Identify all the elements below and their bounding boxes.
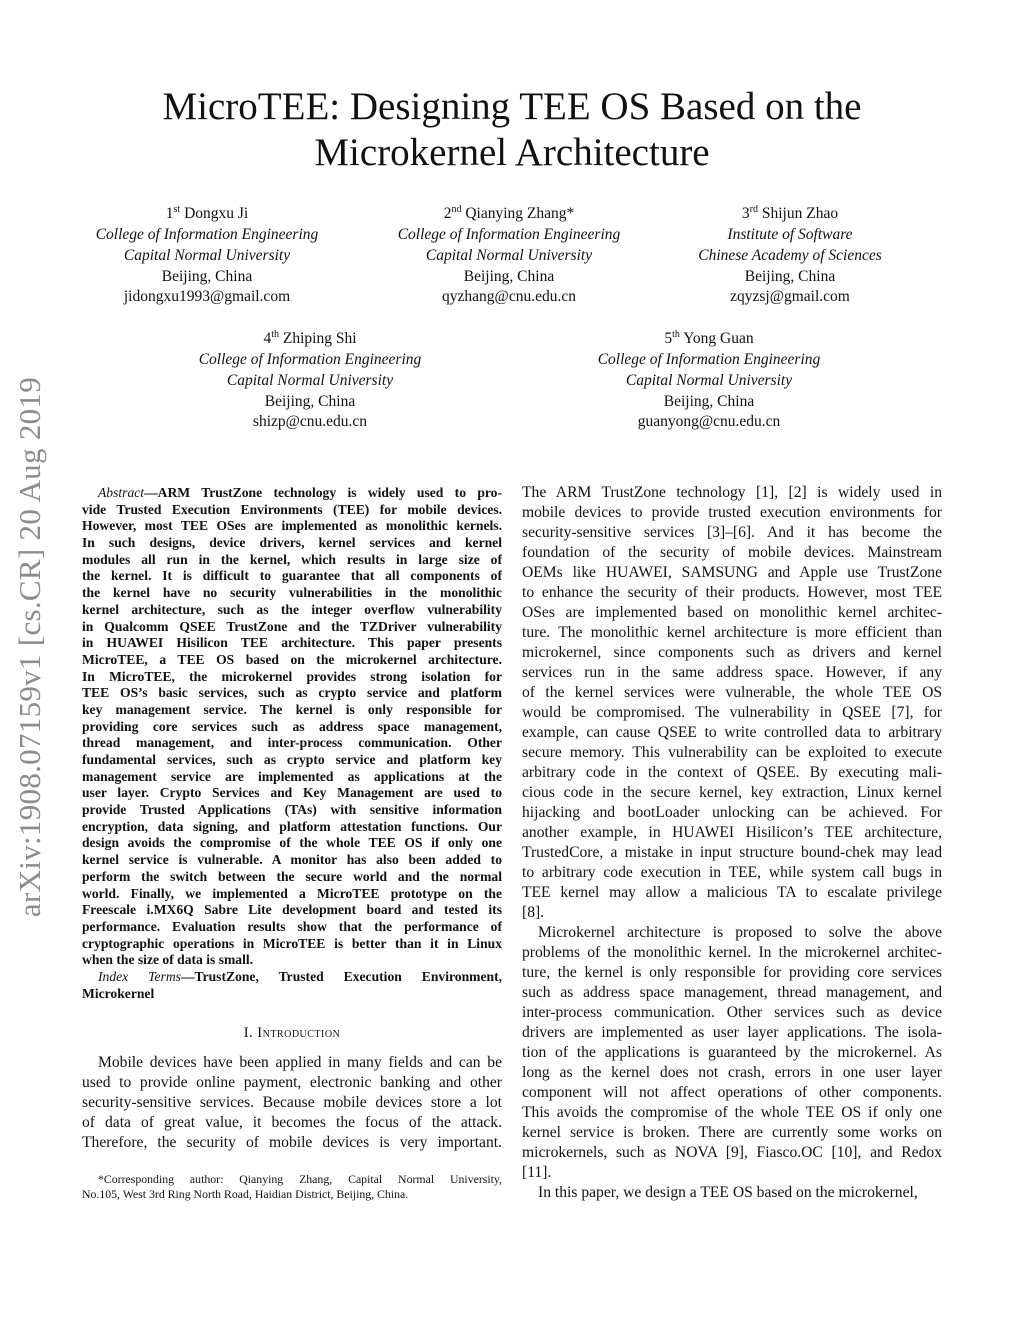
body-line: ture, the kernel is only responsible for providing core services xyxy=(522,964,942,981)
body-line: another example, in HUAWEI Hisilicon’s TEE architecture, xyxy=(522,824,942,841)
author-name xyxy=(160,325,460,350)
body-line: OSes are implemented based on monolithic kernel architec- xyxy=(522,604,942,621)
index-terms-label: Index Terms xyxy=(98,968,181,984)
body-line: of the kernel services were vulnerable, the whole TEE OS xyxy=(522,684,942,701)
body-line: Mobile devices have been applied in many fields and can be xyxy=(98,1054,502,1071)
body-line: TrustedCore, a mistake in input structure bound-chek may lead xyxy=(522,844,942,861)
body-line: ture. The monolithic kernel architecture is more efficient than xyxy=(522,624,942,641)
abstract-line: management service are implemented as applications at the xyxy=(82,768,502,784)
abstract-line: when the size of data is small. xyxy=(82,952,254,968)
author-order: 3 xyxy=(741,205,750,223)
index-terms-line: Microkernel xyxy=(82,985,155,1001)
body-line: drivers are implemented as user layer applications. The isola- xyxy=(522,1024,942,1041)
author-department: College of Information Engineering xyxy=(597,350,821,368)
author-order: 1 xyxy=(165,205,174,223)
author-order: 5 xyxy=(664,330,673,348)
author-order-suffix: rd xyxy=(749,204,758,215)
body-line: long as the kernel does not crash, errors in one user layer xyxy=(522,1064,942,1081)
body-line: used to provide online payment, electronic banking and other xyxy=(82,1074,502,1091)
body-line: hijacking and bootLoader unlocking can be achieved. For xyxy=(522,804,942,821)
title-line: Microkernel Architecture xyxy=(314,131,710,174)
abstract-line: in Qualcomm QSEE TrustZone and the TZDriver vulnerability xyxy=(82,618,502,634)
author-order: 2 xyxy=(443,205,452,223)
author-name xyxy=(640,200,940,225)
abstract-line: providing core services such as address space management, xyxy=(82,718,502,734)
abstract-line: the kernel have no security vulnerabilities in the monolithic xyxy=(82,585,502,601)
body-line: to enhance the security of their products. However, most TEE xyxy=(522,584,942,601)
abstract-line: the kernel. It is difficult to guarantee that all components of xyxy=(82,568,502,584)
body-line: example, can cause QSEE to write controlled data to arbitrary xyxy=(522,724,942,741)
author-organization: Capital Normal University xyxy=(226,371,394,389)
author-order-suffix: th xyxy=(672,329,680,340)
author-block xyxy=(640,200,940,308)
body-line: of data of great value, it becomes the focus of the attack. xyxy=(82,1114,502,1131)
abstract-line: in HUAWEI Hisilicon TEE architecture. This paper presents xyxy=(82,635,502,651)
title-line: MicroTEE: Designing TEE OS Based on the xyxy=(162,85,862,128)
author-department: College of Information Engineering xyxy=(198,350,422,368)
author-organization: Capital Normal University xyxy=(425,246,593,264)
body-line: foundation of the security of mobile devices. Mainstream xyxy=(522,544,942,561)
paper-title xyxy=(0,84,1024,176)
abstract-line: vide Trusted Execution Environments (TEE) for mobile devices. xyxy=(82,501,502,517)
author-location: Beijing, China xyxy=(463,267,555,285)
author-email: qyzhang@cnu.edu.cn xyxy=(442,288,576,306)
index-terms-text: —TrustZone, Trusted Execution Environment, xyxy=(180,968,502,984)
body-line: Therefore, the security of mobile devices is very important. xyxy=(82,1134,502,1151)
author-email: guanyong@cnu.edu.cn xyxy=(637,413,781,431)
body-line: microkernel, since components such as drivers and kernel xyxy=(522,644,942,661)
body-line: [11]. xyxy=(522,1164,552,1181)
author-location: Beijing, China xyxy=(264,392,356,410)
intro-left-column xyxy=(82,1053,502,1153)
footnote xyxy=(82,1172,502,1201)
author-organization: Capital Normal University xyxy=(123,246,291,264)
author-organization: Chinese Academy of Sciences xyxy=(698,246,882,264)
body-line: Microkernel architecture is proposed to solve the above xyxy=(538,924,942,941)
author-department: Institute of Software xyxy=(727,225,853,243)
abstract-line: TEE OS’s basic services, such as crypto service and platform xyxy=(82,685,502,701)
intro-right-column xyxy=(522,483,942,1203)
abstract-line: user layer. Crypto Services and Key Management are used to xyxy=(82,785,502,801)
body-line: TEE kernel may allow a malicious TA to escalate privilege xyxy=(522,884,942,901)
abstract-line: key management service. The kernel is only responsible for xyxy=(82,701,502,717)
section-heading: I. Introduction xyxy=(243,1025,341,1041)
body-line: In this paper, we design a TEE OS based on the microkernel, xyxy=(538,1184,918,1201)
arxiv-identifier: arXiv:1908.07159v1 [cs.CR] 20 Aug 2019 xyxy=(12,376,47,918)
author-block xyxy=(57,200,357,308)
author-location: Beijing, China xyxy=(663,392,755,410)
author-department: College of Information Engineering xyxy=(397,225,621,243)
abstract-line: perform the switch between the secure world and the normal xyxy=(82,868,502,884)
body-line: secure memory. This vulnerability can be exploited to execute xyxy=(522,744,942,761)
footnote-line: No.105, West 3rd Ring North Road, Haidian District, Beijing, China. xyxy=(82,1186,409,1201)
author-department: College of Information Engineering xyxy=(95,225,319,243)
body-line: problems of the monolithic kernel. In the microkernel architec- xyxy=(522,944,942,961)
author-order: 4 xyxy=(263,330,272,348)
body-line: The ARM TrustZone technology [1], [2] is widely used in xyxy=(522,484,942,501)
author-email: jidongxu1993@gmail.com xyxy=(123,288,291,306)
abstract-line: encryption, data signing, and platform attestation functions. Our xyxy=(82,818,502,834)
author-location: Beijing, China xyxy=(744,267,836,285)
body-line: security-sensitive services [3]–[6]. And it has become the xyxy=(522,524,942,541)
abstract-line: cryptographic operations in MicroTEE is better than it in Linux xyxy=(82,935,502,951)
body-line: microkernels, such as NOVA [9], Fiasco.OC [10], and Redox xyxy=(522,1144,942,1161)
abstract-text: —ARM TrustZone technology is widely used to pro- xyxy=(144,485,502,500)
body-line: to arbitrary code execution in TEE, while system call bugs in xyxy=(522,864,942,881)
abstract-line: MicroTEE, a TEE OS based on the microkernel architecture. xyxy=(82,651,502,667)
index-terms-line xyxy=(82,969,502,986)
body-line: tion of the applications is guaranteed by the microkernel. As xyxy=(522,1044,942,1061)
body-line: cious code in the secure kernel, key extraction, Linux kernel xyxy=(522,784,942,801)
author-name xyxy=(559,325,859,350)
abstract-line: modules all run in the kernel, which results in large size of xyxy=(82,551,502,567)
body-line: security-sensitive services. Because mobile devices store a lot xyxy=(82,1094,502,1111)
author-block xyxy=(160,325,460,433)
author-name-text: Shijun Zhao xyxy=(761,205,839,223)
author-name-text: Zhiping Shi xyxy=(282,330,357,348)
author-name-text: Dongxu Ji xyxy=(184,205,249,223)
author-email: shizp@cnu.edu.cn xyxy=(252,413,368,431)
author-name xyxy=(57,200,357,225)
author-order-suffix: nd xyxy=(451,204,462,215)
author-name-text: Qianying Zhang* xyxy=(465,205,575,223)
author-order-suffix: st xyxy=(173,204,181,215)
body-line: such as address space management, thread management, and xyxy=(522,984,942,1001)
abstract-line: world. Finally, we implemented a MicroTEE prototype on the xyxy=(82,885,502,901)
body-line: [8]. xyxy=(522,904,545,921)
abstract-line: kernel architecture, such as the integer overflow vulnerability xyxy=(82,601,502,617)
author-location: Beijing, China xyxy=(161,267,253,285)
author-email: zqyzsj@gmail.com xyxy=(730,288,850,306)
abstract-line: In MicroTEE, the microkernel provides strong isolation for xyxy=(82,668,502,684)
body-line: mobile devices to provide trusted execution environments for xyxy=(522,504,942,521)
abstract-line: Freescale i.MX6Q Sabre Lite development board and tested its xyxy=(82,902,502,918)
author-name xyxy=(359,200,659,225)
author-order-suffix: th xyxy=(271,329,279,340)
body-line: arbitrary code in the context of QSEE. By executing mali- xyxy=(522,764,942,781)
abstract-line: fundamental services, such as crypto service and platform key xyxy=(82,752,502,767)
abstract-label: Abstract xyxy=(98,485,145,500)
abstract-line: However, most TEE OSes are implemented as monolithic kernels. xyxy=(82,518,502,534)
abstract xyxy=(82,485,502,1002)
body-line: inter-process communication. Other services such as device xyxy=(522,1004,942,1021)
abstract-line: In such designs, device drivers, kernel services and kernel xyxy=(82,535,502,551)
body-line: kernel service is broken. There are currently some works on xyxy=(522,1124,942,1141)
abstract-line: performance. Evaluation results show that the performance of xyxy=(82,918,502,934)
footnote-line: *Corresponding author: Qianying Zhang, Capital Normal University, xyxy=(98,1172,502,1186)
abstract-line: provide Trusted Applications (TAs) with sensitive information xyxy=(82,802,502,818)
body-line: OEMs like HUAWEI, SAMSUNG and Apple use TrustZone xyxy=(522,564,942,581)
abstract-line: thread management, and inter-process communication. Other xyxy=(82,735,502,751)
abstract-line xyxy=(82,485,502,502)
author-block xyxy=(559,325,859,433)
author-name-text: Yong Guan xyxy=(683,330,754,348)
abstract-line: design avoids the compromise of the whole TEE OS if only one xyxy=(82,835,502,851)
author-organization: Capital Normal University xyxy=(625,371,793,389)
body-line: component will not affect operations of other components. xyxy=(522,1084,942,1101)
abstract-line: kernel service is vulnerable. A monitor has also been added to xyxy=(82,852,502,868)
body-line: This avoids the compromise of the whole TEE OS if only one xyxy=(522,1104,942,1121)
body-line: services run in the same address space. However, if any xyxy=(522,664,942,681)
author-block xyxy=(359,200,659,308)
body-line: would be compromised. The vulnerability in QSEE [7], for xyxy=(522,704,942,721)
